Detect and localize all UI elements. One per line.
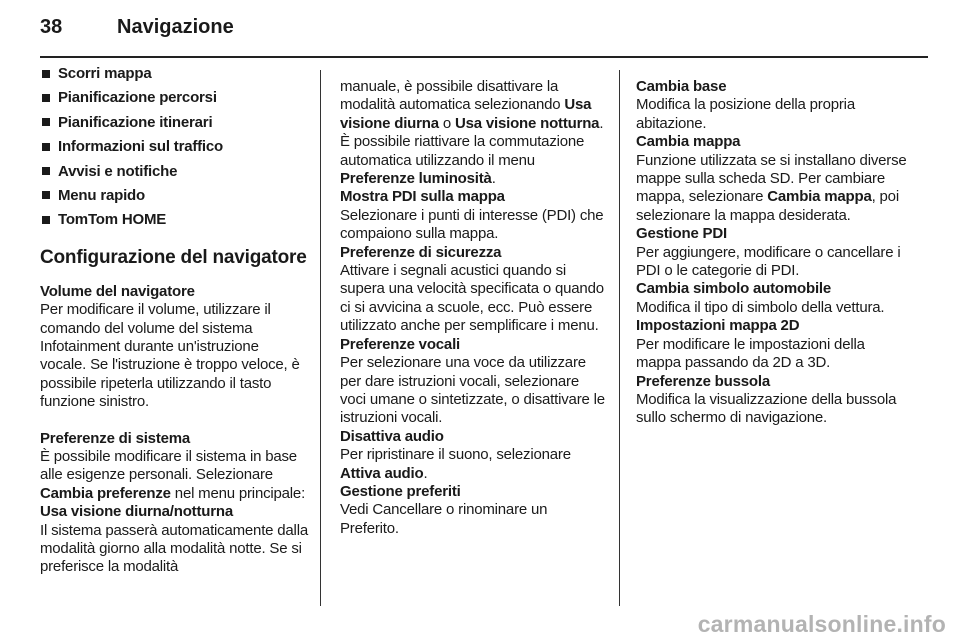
entry-title: Cambia mappa xyxy=(636,133,741,151)
entry-title: Preferenze di sicurezza xyxy=(340,243,502,261)
entry-mute-audio xyxy=(340,428,608,483)
header-rule xyxy=(40,56,928,58)
entry-title: Preferenze di sistema xyxy=(40,429,191,447)
page-number: 38 xyxy=(40,16,63,38)
entry-title: Volume del navigatore xyxy=(40,282,195,300)
entry-body: Vedi Cancellare o rinominare un Preferito. xyxy=(340,501,548,537)
entry-body: Modifica la visualizzazione della bussola sullo schermo di navigazione. xyxy=(636,390,897,427)
entry-day-night xyxy=(40,503,308,577)
feature-list xyxy=(40,62,308,233)
entry-title: Impostazioni mappa 2D xyxy=(636,317,800,335)
entry-safety-prefs xyxy=(340,244,608,336)
entry-body: Attivare i segnali acustici quando si supera una velocità specificata o quando ci si avvicina a scuole, ecc. Può essere utilizzato anche per semplificare i menu. xyxy=(340,262,604,335)
bullet-square-icon xyxy=(42,167,50,175)
entry-body: Funzione utilizzata se si installano diverse mappe sulla scheda SD. Per cambiare mappa, selezionare Cambia mappa, poi selezionare la mappa desiderata. xyxy=(636,151,907,224)
entry-body: Il sistema passerà automaticamente dalla modalità giorno alla modalità notte. Se si preferisce la modalità xyxy=(40,521,308,576)
entry-title: Preferenze bussola xyxy=(636,372,770,390)
entry-voice-prefs xyxy=(340,336,608,428)
entry-show-poi xyxy=(340,188,608,243)
column-divider-2 xyxy=(619,70,620,606)
list-item: Informazioni sul traffico xyxy=(40,135,308,159)
column-divider-1 xyxy=(320,70,321,606)
entry-body: Selezionare i punti di interesse (PDI) che compaiono sulla mappa. xyxy=(340,206,604,243)
menu-term: Cambia preferenze xyxy=(40,484,171,502)
list-item: TomTom HOME xyxy=(40,208,308,232)
entry-body: Per ripristinare il suono, selezionare Attiva audio. xyxy=(340,446,571,482)
entry-title: Gestione PDI xyxy=(636,225,727,243)
column-1 xyxy=(40,62,308,577)
entry-body: Per selezionare una voce da utilizzare per dare istruzioni vocali, selezionare voci umane o sintetizzate, o disattivare le istruzioni vocali. xyxy=(340,354,605,427)
entry-body: Per modificare il volume, utilizzare il comando del volume del sistema Infotainment durante un'istruzione vocale. Se l'istruzione è troppo veloce, è possibile ripeterla utilizzando il tasto funzione sinistro. xyxy=(40,301,300,411)
menu-term: Usa visione diurna xyxy=(340,96,592,132)
entry-title: Usa visione diurna/notturna xyxy=(40,503,233,521)
menu-term: Preferenze luminosità xyxy=(340,170,492,188)
list-item: Pianificazione percorsi xyxy=(40,86,308,110)
entry-system-prefs xyxy=(40,430,308,504)
entry-title: Preferenze vocali xyxy=(340,335,460,353)
entry-body: manuale, è possibile disattivare la modalità automatica selezionando Usa visione diurna o Usa visione notturna. È possibile riattivare la commutazione automatica utilizzando il menu Preferenze luminosità. xyxy=(340,78,604,188)
entry-car-symbol xyxy=(636,280,908,317)
entry-manage-poi xyxy=(636,225,908,280)
menu-term: Attiva audio xyxy=(340,464,424,482)
entry-body: Per modificare le impostazioni della mappa passando da 2D a 3D. xyxy=(636,335,865,372)
entry-title: Cambia base xyxy=(636,78,727,95)
entry-favourites xyxy=(340,483,608,538)
entry-title: Cambia simbolo automobile xyxy=(636,280,832,298)
list-item: Scorri mappa xyxy=(40,62,308,86)
entry-title: Gestione preferiti xyxy=(340,482,461,500)
entry-change-home xyxy=(636,78,908,133)
bullet-square-icon xyxy=(42,118,50,126)
entry-title: Mostra PDI sulla mappa xyxy=(340,188,505,206)
menu-term: Usa visione notturna xyxy=(454,114,600,132)
list-item: Menu rapido xyxy=(40,184,308,208)
entry-body: È possibile modificare il sistema in base alle esigenze personali. Selezionare Cambia preferenze nel menu principale: xyxy=(40,447,306,502)
entry-volume xyxy=(40,283,308,412)
entry-day-night-continued xyxy=(340,78,608,188)
bullet-square-icon xyxy=(42,143,50,151)
entry-body: Modifica il tipo di simbolo della vettura. xyxy=(636,298,885,316)
entry-title: Disattiva audio xyxy=(340,427,444,445)
menu-term: Cambia mappa xyxy=(767,188,872,206)
bullet-square-icon xyxy=(42,70,50,78)
entry-compass-prefs xyxy=(636,373,908,428)
section-heading: Configurazione del navigatore xyxy=(40,246,307,268)
entry-body: Modifica la posizione della propria abitazione. xyxy=(636,96,855,132)
site-watermark: carmanualsonline.info xyxy=(697,611,946,637)
column-3 xyxy=(636,78,908,428)
bullet-square-icon xyxy=(42,94,50,102)
bullet-square-icon xyxy=(42,216,50,224)
bullet-square-icon xyxy=(42,191,50,199)
entry-change-map xyxy=(636,133,908,225)
list-item: Avvisi e notifiche xyxy=(40,160,308,184)
entry-body: Per aggiungere, modificare o cancellare i PDI o le categorie di PDI. xyxy=(636,243,901,280)
chapter-title: Navigazione xyxy=(117,16,234,38)
list-item: Pianificazione itinerari xyxy=(40,111,308,135)
entry-map-2d xyxy=(636,317,908,372)
column-2 xyxy=(340,78,608,538)
